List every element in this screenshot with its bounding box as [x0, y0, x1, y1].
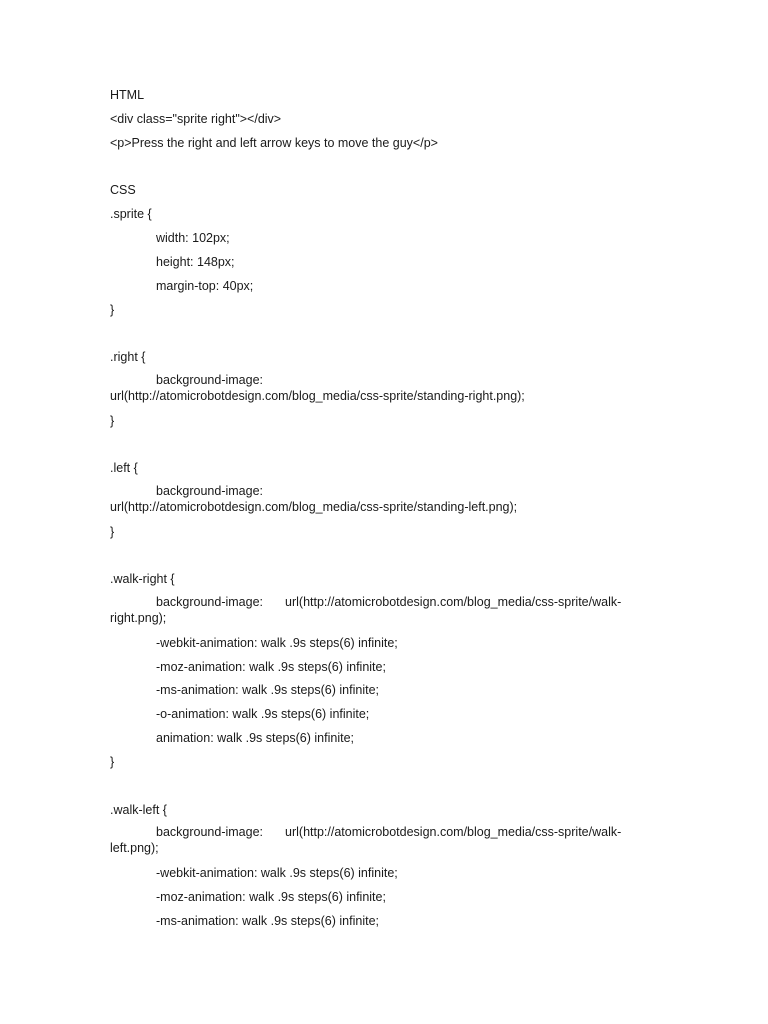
blank-line	[110, 158, 662, 182]
document-line: CSS	[110, 183, 136, 198]
document-line: -webkit-animation: walk .9s steps(6) infinite;	[156, 865, 398, 880]
document-line: }	[110, 754, 115, 769]
document-line: -webkit-animation: walk .9s steps(6) infinite;	[156, 635, 398, 650]
document-line: margin-top: 40px;	[156, 278, 254, 293]
document-line: .sprite {	[110, 207, 152, 222]
document-line: -ms-animation: walk .9s steps(6) infinite;	[156, 913, 379, 928]
blank-line	[110, 777, 662, 801]
document-line: }	[110, 413, 115, 428]
document-line: width: 102px;	[156, 231, 230, 246]
document-line: }	[110, 302, 115, 317]
document-line: background-image: url(http://atomicrobotdesign.com/blog_media/css-sprite/standing-right.png);	[110, 373, 525, 404]
document-line: HTML	[110, 88, 145, 102]
blank-line	[110, 435, 662, 459]
document-line: <p>Press the right and left arrow keys to move the guy</p>	[110, 135, 438, 150]
document-line: <div class="sprite right"></div>	[110, 111, 282, 126]
document-line: background-image: url(http://atomicrobotdesign.com/blog_media/css-sprite/standing-left.png);	[110, 484, 518, 515]
document-line: animation: walk .9s steps(6) infinite;	[156, 731, 355, 746]
document-line: .left {	[110, 461, 138, 476]
document-line: .right {	[110, 350, 146, 365]
document-line: -ms-animation: walk .9s steps(6) infinite;	[156, 683, 379, 698]
document-line: }	[110, 524, 115, 539]
blank-line	[110, 547, 662, 571]
document-line: height: 148px;	[156, 254, 235, 269]
document-line: background-image: url(http://atomicrobotdesign.com/blog_media/css-sprite/walk- left.png);	[110, 825, 622, 856]
document-line: .walk-right {	[110, 572, 175, 587]
document-line: -o-animation: walk .9s steps(6) infinite;	[156, 707, 370, 722]
document-body	[110, 86, 662, 935]
document-line: background-image: url(http://atomicrobotdesign.com/blog_media/css-sprite/walk- right.png);	[110, 595, 622, 626]
document-line: -moz-animation: walk .9s steps(6) infinite;	[156, 889, 386, 904]
document-line: .walk-left {	[110, 802, 167, 817]
blank-line	[110, 324, 662, 348]
document-line: -moz-animation: walk .9s steps(6) infinite;	[156, 659, 386, 674]
